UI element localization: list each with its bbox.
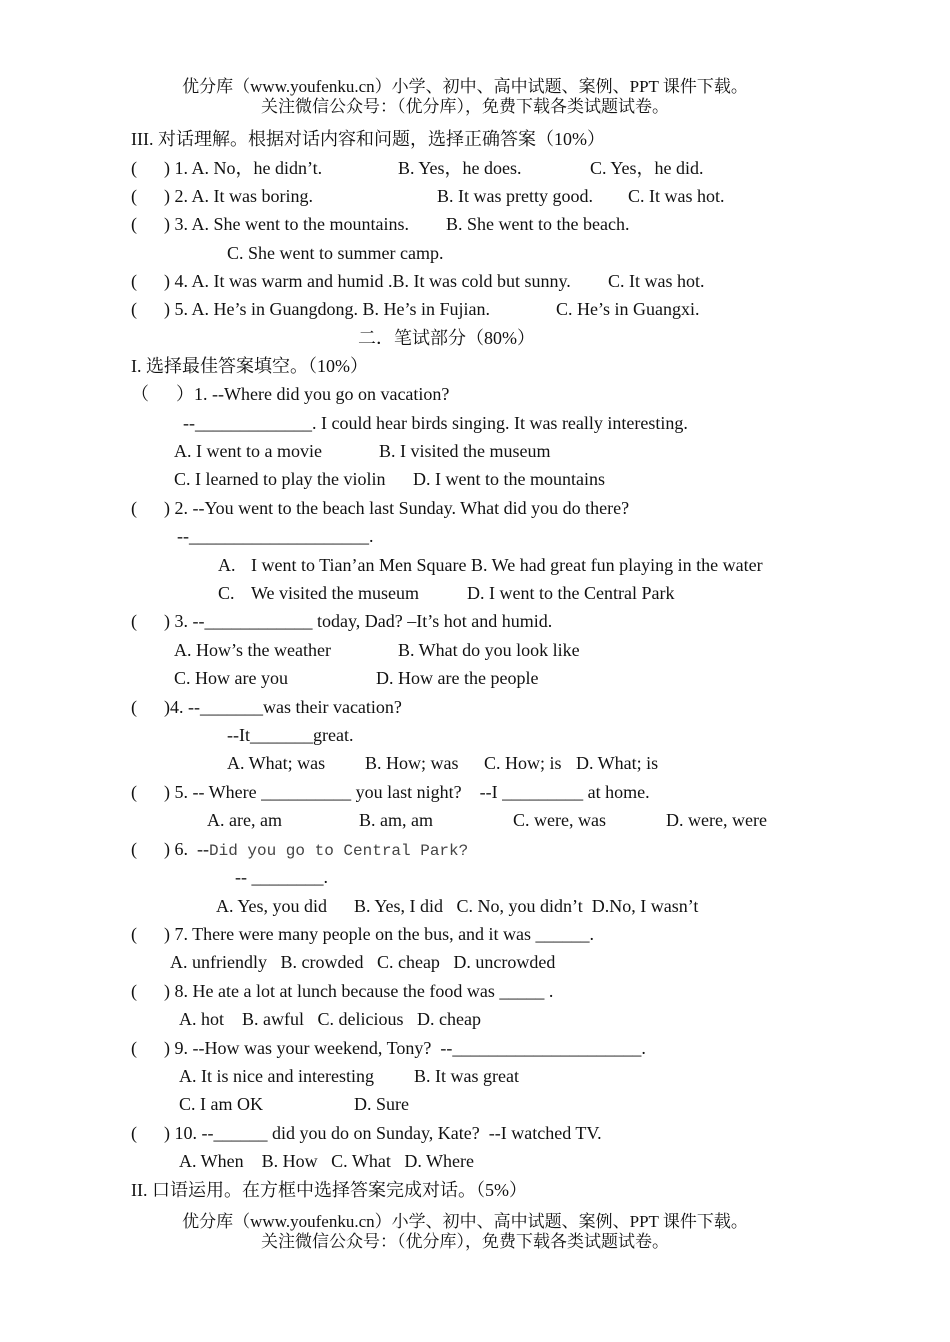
p1-q4-option-c: C. How; is xyxy=(484,753,562,773)
p1-q7-stem: ( ) 7. There were many people on the bus, and it was ______. xyxy=(131,924,595,944)
s3-q3: ( ) 3. A. She went to the mountains. xyxy=(131,214,409,234)
p1-q8-stem: ( ) 8. He ate a lot at lunch because the food was _____ . xyxy=(131,981,554,1001)
p1-q3-stem: ( ) 3. --____________ today, Dad? –It’s hot and humid. xyxy=(131,611,553,631)
p1-q2-letter-a: A. xyxy=(218,555,236,575)
part1-title: I. 选择最佳答案填空。（10%） xyxy=(131,356,368,376)
p1-q9-option-c: C. I am OK xyxy=(179,1094,263,1114)
p1-q2-reply: --____________________. xyxy=(177,526,374,546)
header-line-1: 优分库（www.youfenku.cn）小学、初中、高中试题、案例、PPT 课件下载。 xyxy=(182,77,748,96)
p1-q4-option-a: A. What; was xyxy=(227,753,326,773)
p1-q2-letter-c: C. xyxy=(218,583,235,603)
s3-q5-option-c: C. He’s in Guangxi. xyxy=(556,299,700,319)
p1-q9-option-a: A. It is nice and interesting xyxy=(179,1066,374,1086)
p1-q5-stem: ( ) 5. -- Where __________ you last night? --I _________ at home. xyxy=(131,782,650,802)
p1-q3-option-c: C. How are you xyxy=(174,668,288,688)
p1-q1-option-c: C. I learned to play the violin xyxy=(174,469,386,489)
s3-q3-option-b: B. She went to the beach. xyxy=(446,214,630,234)
p1-q5-option-a: A. are, am xyxy=(207,810,282,830)
p1-q6-stem xyxy=(131,838,468,862)
s3-q1-option-c: C. Yes，he did. xyxy=(590,158,704,178)
p1-q1-option-d: D. I went to the mountains xyxy=(413,469,605,489)
p1-q9-option-b: B. It was great xyxy=(414,1066,519,1086)
p1-q4-reply: --It_______great. xyxy=(227,725,354,745)
s3-q2-option-b: B. It was pretty good. xyxy=(437,186,593,206)
section3-title: III. 对话理解。根据对话内容和问题，选择正确答案（10%） xyxy=(131,129,605,149)
p1-q2-option-c: We visited the museum xyxy=(251,583,420,603)
s3-q1-option-b: B. Yes，he does. xyxy=(398,158,522,178)
p1-q2-option-a-b: I went to Tian’an Men Square B. We had great fun playing in the water xyxy=(251,555,763,575)
p1-q9-stem: ( ) 9. --How was your weekend, Tony? --_____________________. xyxy=(131,1038,646,1058)
p1-q4-option-d: D. What; is xyxy=(576,753,659,773)
p1-q9-option-d: D. Sure xyxy=(354,1094,409,1114)
p1-q10-options: A. When B. How C. What D. Where xyxy=(179,1151,474,1171)
p1-q5-option-b: B. am, am xyxy=(359,810,433,830)
footer-line-1: 优分库（www.youfenku.cn）小学、初中、高中试题、案例、PPT 课件下载。 xyxy=(182,1212,748,1231)
p1-q3-option-a: A. How’s the weather xyxy=(174,640,331,660)
s3-q4: ( ) 4. A. It was warm and humid .B. It was cold but sunny. xyxy=(131,271,571,291)
s3-q4-option-c: C. It was hot. xyxy=(608,271,705,291)
p1-q6-stem-question: Did you go to Central Park? xyxy=(208,842,469,860)
footer-line-2: 关注微信公众号：（优分库），免费下载各类试题试卷。 xyxy=(261,1232,669,1251)
p1-q1-stem: （ ）1. --Where did you go on vacation? xyxy=(131,384,450,404)
p1-q2-option-d: D. I went to the Central Park xyxy=(467,583,675,603)
header-line-2: 关注微信公众号：（优分库），免费下载各类试题试卷。 xyxy=(261,97,669,116)
p1-q6-reply: -- ________. xyxy=(235,867,328,887)
p1-q1-option-b: B. I visited the museum xyxy=(379,441,551,461)
p1-q1-reply: --_____________. I could hear birds singing. It was really interesting. xyxy=(183,413,688,433)
p1-q6-options: A. Yes, you did B. Yes, I did C. No, you didn’t D.No, I wasn’t xyxy=(216,896,699,916)
s3-q2-option-c: C. It was hot. xyxy=(628,186,725,206)
p1-q5-option-d: D. were, were xyxy=(666,810,767,830)
p1-q4-stem: ( )4. --_______was their vacation? xyxy=(131,697,402,717)
s3-q5: ( ) 5. A. He’s in Guangdong. B. He’s in Fujian. xyxy=(131,299,490,319)
p1-q3-option-d: D. How are the people xyxy=(376,668,539,688)
p1-q6-stem-prefix: ( ) 6. -- xyxy=(131,839,209,859)
p1-q8-options: A. hot B. awful C. delicious D. cheap xyxy=(179,1009,481,1029)
p1-q4-option-b: B. How; was xyxy=(365,753,459,773)
p1-q1-option-a: A. I went to a movie xyxy=(174,441,322,461)
p1-q2-stem: ( ) 2. --You went to the beach last Sunday. What did you do there? xyxy=(131,498,630,518)
s3-q2: ( ) 2. A. It was boring. xyxy=(131,186,313,206)
p1-q10-stem: ( ) 10. --______ did you do on Sunday, Kate? --I watched TV. xyxy=(131,1123,602,1143)
s3-q1: ( ) 1. A. No，he didn’t. xyxy=(131,158,323,178)
s3-q3-option-c: C. She went to summer camp. xyxy=(227,243,444,263)
p1-q3-option-b: B. What do you look like xyxy=(398,640,580,660)
written-part-title: 二．笔试部分（80%） xyxy=(358,328,535,348)
p1-q7-options: A. unfriendly B. crowded C. cheap D. uncrowded xyxy=(170,952,556,972)
part2-title: II. 口语运用。在方框中选择答案完成对话。（5%） xyxy=(131,1180,527,1200)
p1-q5-option-c: C. were, was xyxy=(513,810,606,830)
